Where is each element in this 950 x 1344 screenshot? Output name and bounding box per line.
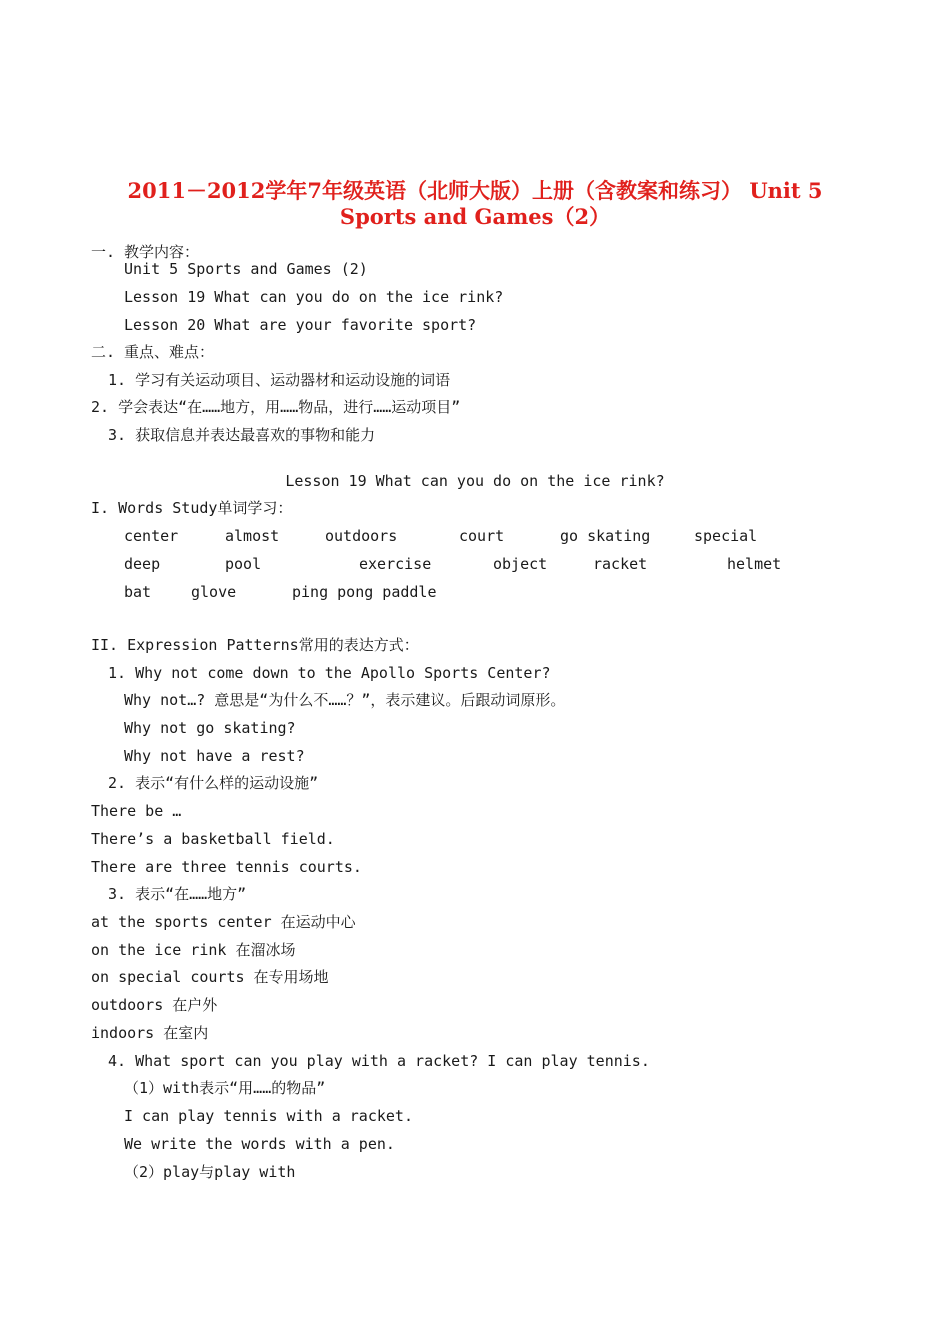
document-title-line2: Sports and Games（2） [339,204,611,229]
expression-line: Why not go skating? [124,719,296,737]
expression-line: We write the words with a pen. [124,1135,395,1153]
expression-line: I can play tennis with a racket. [124,1107,413,1125]
word: pool [225,555,262,573]
word: racket [593,555,648,573]
word: helmet [727,555,782,573]
expression-line: indoors 在室内 [91,1024,209,1042]
word: outdoors [325,527,398,545]
expression-line: There are three tennis courts. [91,858,362,876]
expression-line: on special courts 在专用场地 [91,968,329,986]
expression-line: Why not…? 意思是“为什么不……？”，表示建议。后跟动词原形。 [124,691,566,709]
expression-line: on the ice rink 在溜冰场 [91,941,296,959]
word: deep [124,555,161,573]
expression-line: at the sports center 在运动中心 [91,913,356,931]
section1-heading: 一. 教学内容： [91,243,200,261]
section2-point: 3. 获取信息并表达最喜欢的事物和能力 [108,426,376,444]
word: object [493,555,548,573]
word: bat [124,583,152,601]
section1-line: Unit 5 Sports and Games (2) [124,260,368,278]
word: go skating [560,527,651,545]
expression-line: 3. 表示“在……地方” [108,885,247,903]
section2-heading: 二. 重点、难点： [91,343,215,361]
expression-line: There be … [91,802,182,820]
expression-line: There’s a basketball field. [91,830,335,848]
expression-line: 1. Why not come down to the Apollo Sports Center? [108,664,551,682]
section1-line: Lesson 19 What can you do on the ice rink? [124,288,504,306]
document-title-line1: 2011－2012学年7年级英语（北师大版）上册（含教案和练习） Unit 5 [127,178,823,203]
word: center [124,527,179,545]
word: glove [191,583,237,601]
word: court [459,527,505,545]
word: exercise [359,555,432,573]
expression-line: （1）with表示“用……的物品” [124,1079,326,1097]
section2-point: 1. 学习有关运动项目、运动器材和运动设施的词语 [108,371,451,389]
words-heading: I. Words Study单词学习： [91,499,293,517]
expression-line: 4. What sport can you play with a racket? I can play tennis. [108,1052,650,1070]
section2-point: 2. 学会表达“在……地方，用……物品，进行……运动项目” [91,398,461,416]
expression-line: Why not have a rest? [124,747,305,765]
word: ping pong paddle [292,583,437,601]
expression-line: outdoors 在户外 [91,996,218,1014]
expression-line: （2）play与play with [124,1163,296,1181]
expressions-heading: II. Expression Patterns常用的表达方式： [91,636,419,654]
lesson-title: Lesson 19 What can you do on the ice rink? [285,472,665,490]
section1-line: Lesson 20 What are your favorite sport? [124,316,477,334]
expression-line: 2. 表示“有什么样的运动设施” [108,774,319,792]
word: almost [225,527,280,545]
word: special [694,527,758,545]
